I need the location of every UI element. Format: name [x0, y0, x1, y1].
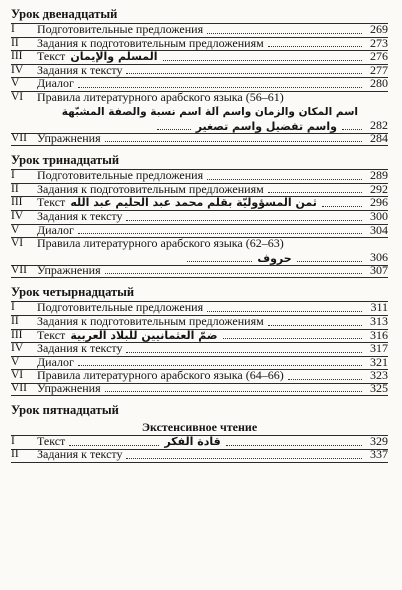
- entry-number: IV: [11, 63, 24, 76]
- entry-page: 296: [370, 195, 388, 210]
- toc-entry-continuation: [11, 105, 388, 119]
- entry-number: III: [11, 196, 23, 209]
- leader-dots: [126, 458, 362, 459]
- entry-label: Текст: [37, 435, 66, 449]
- entry-number: VII: [11, 263, 27, 276]
- entry-page: 317: [370, 341, 388, 356]
- toc-entry: [11, 50, 388, 64]
- entry-page: 284: [370, 130, 388, 145]
- entry-label: Задания к тексту: [37, 448, 123, 462]
- entry-label: Диалог: [37, 355, 74, 369]
- entry-label: Подготовительные предложения: [37, 23, 204, 36]
- toc-entry: [11, 23, 388, 37]
- leader-dots: [126, 220, 362, 221]
- entry-number: VII: [11, 131, 27, 144]
- entry-page: 329: [370, 434, 388, 449]
- entry-number: V: [11, 77, 20, 90]
- entry-label: Задания к подготовительным предложениям: [37, 314, 264, 328]
- leader-dots: [268, 46, 362, 47]
- toc-entry: [11, 342, 388, 356]
- toc-entry: [11, 183, 388, 197]
- lesson-title: Урок тринадцатый: [11, 153, 120, 168]
- leader-dots: [105, 391, 362, 392]
- entry-page: 321: [370, 354, 388, 369]
- entry-page: 306: [370, 249, 388, 264]
- toc-entry: [11, 369, 388, 383]
- leader-dots: [126, 73, 362, 74]
- entry-number: VI: [11, 369, 24, 382]
- leader-dots: [297, 261, 362, 262]
- entry-page: 280: [370, 76, 388, 91]
- arabic-title: ضمّ العثمانيين للبلاد العربية: [70, 328, 218, 342]
- toc-entry: [11, 64, 388, 78]
- leader-dots: [207, 311, 362, 312]
- entry-number: V: [11, 355, 20, 368]
- entry-label: Текст: [37, 328, 66, 342]
- leader-dots: [342, 129, 362, 130]
- toc-entry: [11, 435, 388, 449]
- entry-label: Упражнения: [37, 263, 101, 277]
- entry-number: III: [11, 328, 23, 341]
- lesson-14: [11, 284, 388, 396]
- entry-label: Диалог: [37, 77, 74, 91]
- entry-number: VI: [11, 90, 24, 103]
- arabic-title: واسم تفضيل واسم تصغير: [195, 119, 337, 133]
- toc-entry: [11, 449, 388, 463]
- toc-entry: [11, 169, 388, 183]
- arabic-title: المسلم والإيمان: [70, 50, 158, 64]
- entry-label: Задания к тексту: [37, 63, 123, 77]
- entry-label: Диалог: [37, 223, 74, 237]
- entry-page: 289: [370, 168, 388, 183]
- lesson-title: Урок пятнадцатый: [11, 403, 119, 418]
- entry-label: Текст: [37, 196, 66, 210]
- leader-dots: [226, 445, 362, 446]
- section-subtitle: Экстенсивное чтение: [141, 420, 258, 435]
- toc-entry: [11, 237, 388, 251]
- toc-entry: [11, 224, 388, 238]
- entry-page: 337: [370, 447, 388, 462]
- leader-dots: [126, 352, 362, 353]
- leader-dots: [322, 206, 362, 207]
- toc-entry: [11, 210, 388, 224]
- entry-number: V: [11, 223, 20, 236]
- entry-number: I: [11, 301, 15, 314]
- entry-page: 282: [370, 117, 388, 132]
- entry-page: 269: [370, 22, 388, 36]
- lesson-15: [11, 402, 388, 462]
- lesson-title: Урок четырнадцатый: [11, 285, 135, 300]
- toc-entry: [11, 37, 388, 51]
- entry-page: 276: [370, 49, 388, 64]
- leader-dots: [268, 192, 362, 193]
- toc-entry: [11, 380, 388, 397]
- toc-entry: [11, 196, 388, 210]
- leader-dots: [78, 87, 362, 88]
- leader-dots: [105, 273, 362, 274]
- entry-number: II: [11, 314, 19, 327]
- lesson-title: Урок двенадцатый: [11, 7, 118, 21]
- leader-dots: [288, 379, 362, 380]
- entry-number: IV: [11, 342, 24, 355]
- entry-label: Упражнения: [37, 381, 101, 395]
- entry-page: 304: [370, 222, 388, 237]
- entry-label: Текст: [37, 50, 66, 64]
- leader-dots: [105, 141, 362, 142]
- entry-page: 323: [370, 368, 388, 383]
- leader-dots: [69, 445, 159, 446]
- entry-page: 313: [370, 313, 388, 328]
- leader-dots: [223, 338, 362, 339]
- toc-entry: [11, 77, 388, 91]
- entry-number: II: [11, 36, 19, 49]
- entry-number: VI: [11, 237, 24, 250]
- toc-entry-continuation: [11, 119, 388, 133]
- entry-number: VII: [11, 381, 27, 394]
- entry-label: Подготовительные предложения: [37, 301, 204, 315]
- entry-number: I: [11, 23, 15, 35]
- toc-entry: [11, 91, 388, 105]
- entry-number: II: [11, 448, 19, 461]
- leader-dots: [163, 60, 362, 61]
- arabic-title: اسم المكان والزمان واسم آلة اسم نسبة والصفة المشبّهة: [61, 105, 358, 118]
- entry-number: I: [11, 169, 15, 182]
- arabic-title: قادة الفكر: [164, 435, 221, 449]
- entry-number: II: [11, 182, 19, 195]
- entry-page: 316: [370, 327, 388, 342]
- entry-page: 292: [370, 181, 388, 196]
- entry-number: IV: [11, 209, 24, 222]
- arabic-title: ثمن المسؤوليّة بقلم محمد عبد الحليم عبد الله: [70, 196, 317, 210]
- leader-dots: [78, 365, 362, 366]
- leader-dots: [157, 129, 191, 130]
- entry-number: III: [11, 50, 23, 63]
- entry-label: Задания к подготовительным предложениям: [37, 36, 264, 50]
- entry-label: Задания к тексту: [37, 342, 123, 356]
- leader-dots: [207, 33, 362, 34]
- lesson-12: [11, 6, 388, 146]
- toc-entry: [11, 356, 388, 370]
- leader-dots: [187, 261, 252, 262]
- entry-label: Задания к тексту: [37, 209, 123, 223]
- entry-number: I: [11, 435, 15, 448]
- entry-page: 277: [370, 62, 388, 77]
- entry-label: Правила литературного арабского языка (56–61): [37, 90, 284, 104]
- entry-label: Задания к подготовительным предложениям: [37, 182, 264, 196]
- entry-page: 300: [370, 208, 388, 223]
- entry-page: 273: [370, 35, 388, 50]
- entry-page: 307: [370, 262, 388, 277]
- leader-dots: [268, 325, 362, 326]
- arabic-title: حروف: [257, 251, 292, 265]
- entry-label: Упражнения: [37, 131, 101, 145]
- entry-page: 325: [370, 380, 388, 395]
- toc-entry: [11, 262, 388, 279]
- toc-entry: [11, 329, 388, 343]
- entry-page: 311: [370, 300, 388, 315]
- lesson-13: [11, 152, 388, 278]
- leader-dots: [78, 233, 362, 234]
- toc-entry-continuation: [11, 251, 388, 265]
- leader-dots: [207, 179, 362, 180]
- toc-entry: [11, 301, 388, 315]
- entry-label: Подготовительные предложения: [37, 169, 204, 183]
- entry-label: Правила литературного арабского языка (64–66): [37, 369, 284, 383]
- entry-label: Правила литературного арабского языка (62–63): [37, 237, 284, 251]
- toc-entry: [11, 130, 388, 147]
- toc-entry: [11, 315, 388, 329]
